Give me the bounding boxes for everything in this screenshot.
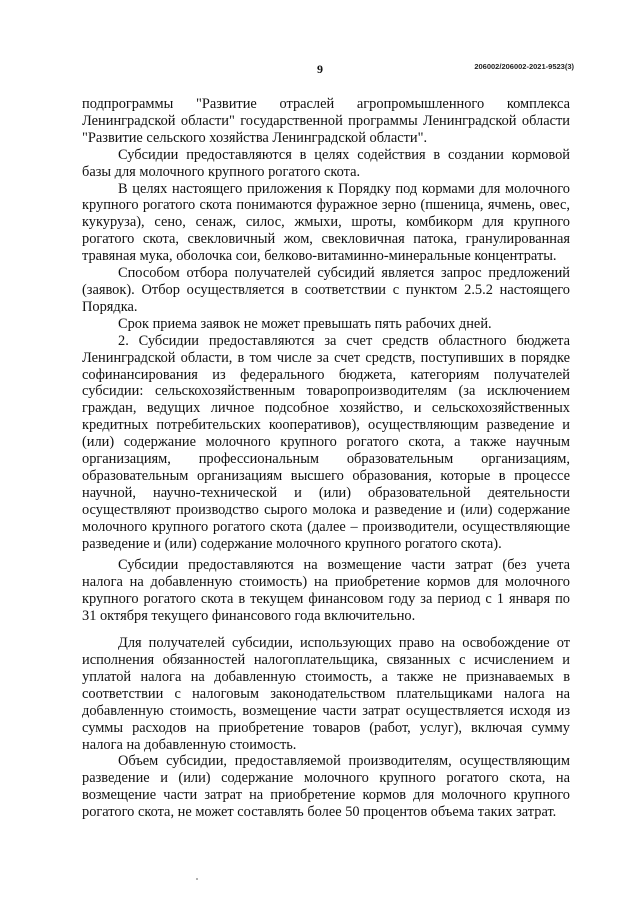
page-number: 9 — [317, 62, 323, 76]
paragraph-9: Объем субсидии, предоставляемой производителям, осуществляющим разведение и (или) содержание молочного крупного рогатого скота, на возмещение части затрат на приобретение кормов для молочного крупного рогатого скота, не может составлять более 50 процентов объема таких затрат. — [82, 753, 570, 821]
scan-speck — [196, 878, 198, 880]
paragraph-5: Срок приема заявок не может превышать пять рабочих дней. — [118, 315, 492, 332]
paragraph-7: Субсидии предоставляются на возмещение части затрат (без учета налога на добавленную стоимость) на приобретение кормов для молочного крупного рогатого скота в текущем финансовом году за период с 1 января по 31 октября текущего финансового года включительно. — [82, 557, 570, 625]
document-body — [82, 96, 570, 821]
paragraph-6: 2. Субсидии предоставляются за счет средств областного бюджета Ленинградской области, в том числе за счет средств, поступивших в порядке софинансирования из федерального бюджета, категориям получателей субсидии: сельскохозяйственным товаропроизводителям (за исключением граждан, ведущих личное подсобное хозяйство, и сельскохозяйственных кредитных потребительских кооперативов), осуществляющим разведение и (или) содержание молочного крупного рогатого скота, а также научным организациям, профессиональным образовательным организациям, образовательным организациям высшего образования, которые в процессе научной, научно-технической и (или) образовательной деятельности осуществляют производство сырого молока и разведение и (или) содержание молочного крупного рогатого скота (далее – производители, осуществляющие разведение и (или) содержание молочного крупного рогатого скота). — [82, 332, 570, 552]
paragraph-2: Субсидии предоставляются в целях содействия в создании кормовой базы для молочного крупного рогатого скота. — [82, 146, 570, 180]
document-id: 206002/206002-2021-9523(3) — [474, 62, 574, 71]
paragraph-1: подпрограммы "Развитие отраслей агропромышленного комплекса Ленинградской области" государственной программы Ленинградской области "Развитие сельского хозяйства Ленинградской области". — [82, 96, 570, 146]
paragraph-3: В целях настоящего приложения к Порядку под кормами для молочного крупного рогатого скота понимаются фуражное зерно (пшеница, ячмень, овес, кукуруза), сено, сенаж, силос, жмыхи, шроты, комбикорм для крупного рогатого скота, свекловичный жом, свекловичная патока, гранулированная травяная мука, оболочка сои, белково-витаминно-минеральные концентраты. — [82, 180, 570, 265]
paragraph-4: Способом отбора получателей субсидий является запрос предложений (заявок). Отбор осуществляется в соответствии с пунктом 2.5.2 настоящего Порядка. — [82, 265, 570, 315]
paragraph-8: Для получателей субсидии, использующих право на освобождение от исполнения обязанностей налогоплательщика, связанных с исчислением и уплатой налога на добавленную стоимость, а также не признаваемых в соответствии с налоговым законодательством плательщиками налога на добавленную стоимость, возмещение части затрат осуществляется исходя из суммы расходов на приобретение товаров (работ, услуг), включая сумму налога на добавленную стоимость. — [82, 635, 570, 753]
